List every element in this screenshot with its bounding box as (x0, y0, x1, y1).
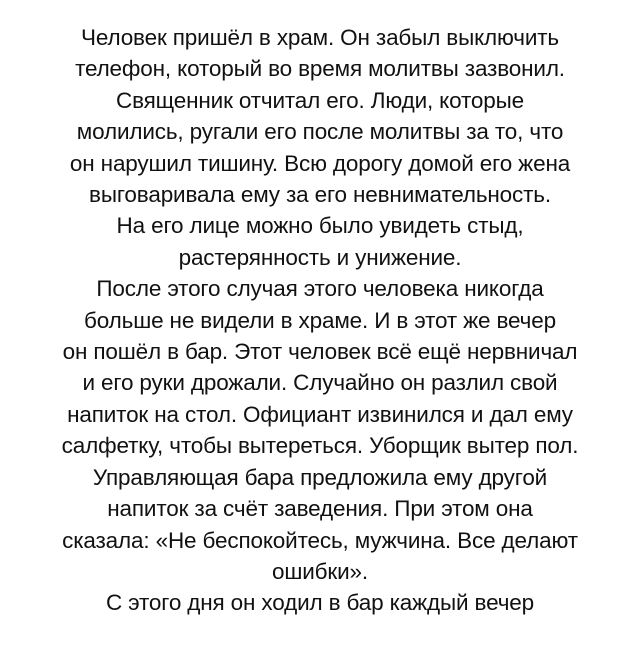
story-line: После этого случая этого человека никогда (96, 276, 544, 302)
story-line: выговаривала ему за его невнимательность. (89, 182, 551, 208)
story-line: Священник отчитал его. Люди, которые (115, 87, 525, 113)
story-line: напиток за счёт заведения. При этом она (107, 496, 533, 522)
story-line: С этого дня он ходил в бар каждый вечер (105, 590, 535, 616)
story-line: растерянность и унижение. (178, 244, 462, 270)
story-line: он пошёл в бар. Этот человек всё ещё нервничал (62, 339, 578, 365)
story-line: молились, ругали его после молитвы за то, что (76, 119, 564, 145)
story-text (0, 22, 640, 619)
story-line: Человек пришёл в храм. Он забыл выключить (81, 25, 559, 50)
story-line: и его руки дрожали. Случайно он разлил свой (82, 370, 558, 396)
story-line: На его лице можно было увидеть стыд, (116, 213, 524, 239)
story-line: сказала: «Не беспокойтесь, мужчина. Все делают (62, 527, 578, 553)
story-line: он нарушил тишину. Всю дорогу домой его жена (69, 150, 571, 176)
story-line: Управляющая бара предложила ему другой (92, 464, 548, 490)
story-line: телефон, который во время молитвы зазвонил. (75, 56, 565, 82)
story-line: ошибки». (272, 558, 368, 584)
story-line: напиток на стол. Официант извинился и дал ему (67, 401, 573, 427)
story-line: салфетку, чтобы вытереться. Уборщик вытер пол. (61, 433, 579, 459)
story-line: больше не видели в храме. И в этот же вечер (84, 307, 556, 333)
